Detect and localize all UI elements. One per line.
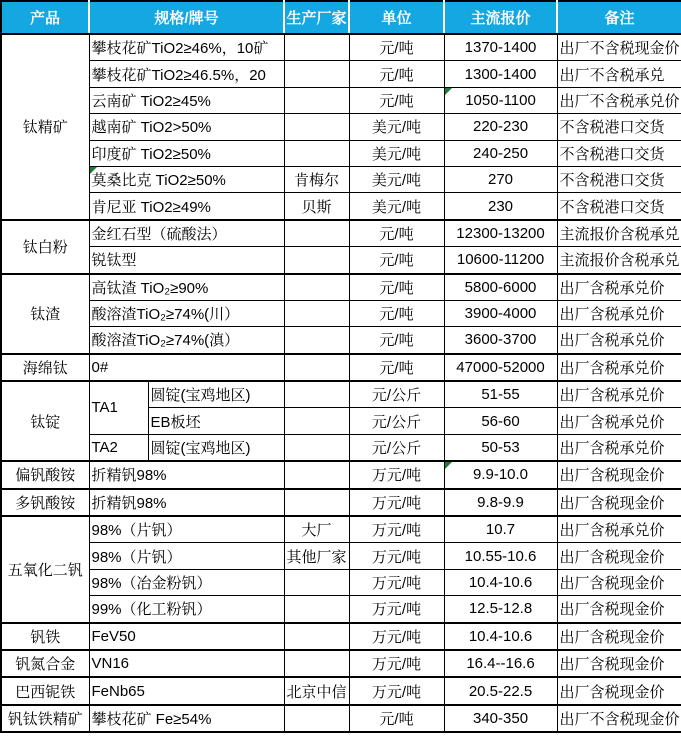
cell-product: 偏钒酸铵 <box>1 461 89 488</box>
cell-maker <box>284 140 349 166</box>
cell-price: 50-53 <box>444 434 557 461</box>
cell-maker <box>284 408 349 434</box>
table-row <box>1 381 681 408</box>
header-note: 备注 <box>557 1 681 34</box>
cell-note: 不含税港口交货 <box>557 114 681 140</box>
cell-unit: 美元/吨 <box>349 193 444 220</box>
cell-maker <box>284 87 349 113</box>
table-row <box>1 87 681 113</box>
cell-spec: 云南矿 TiO2≥45% <box>89 87 284 113</box>
cell-price: 1300-1400 <box>444 61 557 87</box>
table-row <box>1 489 681 516</box>
cell-product: 五氧化二钒 <box>1 516 89 623</box>
cell-spec: 攀枝花矿TiO2≥46.5%，20 <box>89 61 284 87</box>
cell-price: 56-60 <box>444 408 557 434</box>
table-row <box>1 516 681 543</box>
cell-price: 47000-52000 <box>444 354 557 381</box>
cell-note: 出厂含税现金价 <box>557 461 681 488</box>
cell-spec: 98%（冶金粉钒） <box>89 569 284 595</box>
header-maker: 生产厂家 <box>284 1 349 34</box>
table-row <box>1 300 681 326</box>
cell-spec: 98%（片钒） <box>89 543 284 569</box>
cell-unit: 元/吨 <box>349 354 444 381</box>
cell-note: 出厂不含税现金价 <box>557 34 681 61</box>
cell-maker <box>284 569 349 595</box>
cell-unit: 元/公斤 <box>349 381 444 408</box>
cell-note: 出厂含税现金价 <box>557 623 681 650</box>
cell-maker: 贝斯 <box>284 193 349 220</box>
cell-unit: 元/吨 <box>349 274 444 301</box>
cell-unit: 元/公斤 <box>349 434 444 461</box>
table-row <box>1 140 681 166</box>
cell-maker <box>284 220 349 247</box>
cell-maker <box>284 434 349 461</box>
cell-maker <box>284 381 349 408</box>
cell-price: 5800-6000 <box>444 274 557 301</box>
table-row <box>1 461 681 488</box>
cell-spec-text: 莫桑比克 TiO2≥50% <box>91 172 226 190</box>
cell-price: 12300-13200 <box>444 220 557 247</box>
cell-product: 钒铁 <box>1 623 89 650</box>
cell-spec: 折精钒98% <box>89 461 284 488</box>
cell-spec: 98%（片钒） <box>89 516 284 543</box>
cell-note: 出厂不含税承兑价 <box>557 87 681 113</box>
cell-spec: 锐钛型 <box>89 247 284 274</box>
table-row <box>1 247 681 274</box>
cell-unit: 元/吨 <box>349 34 444 61</box>
cell-note: 出厂含税现金价 <box>557 569 681 595</box>
cell-note: 主流报价含税承兑 <box>557 220 681 247</box>
cell-spec: 99%（化工粉钒） <box>89 596 284 623</box>
cell-note: 不含税港口交货 <box>557 140 681 166</box>
cell-note: 出厂含税现金价 <box>557 650 681 677</box>
table-row <box>1 705 681 732</box>
cell-price-text: 1050-1100 <box>465 91 536 109</box>
cell-maker: 其他厂家 <box>284 543 349 569</box>
header-spec: 规格/牌号 <box>89 1 284 34</box>
cell-product: 钛渣 <box>1 274 89 354</box>
table-row <box>1 434 681 461</box>
excel-flag-icon <box>90 167 97 174</box>
cell-unit: 美元/吨 <box>349 114 444 140</box>
cell-maker: 北京中信 <box>284 677 349 704</box>
cell-product: 钛锭 <box>1 381 89 461</box>
cell-unit: 元/公斤 <box>349 408 444 434</box>
cell-unit: 万元/吨 <box>349 461 444 488</box>
cell-product: 钒氮合金 <box>1 650 89 677</box>
cell-spec: 印度矿 TiO2≥50% <box>89 140 284 166</box>
table-row <box>1 596 681 623</box>
cell-unit: 元/吨 <box>349 220 444 247</box>
cell-note: 出厂含税承兑价 <box>557 516 681 543</box>
cell-maker: 大厂 <box>284 516 349 543</box>
cell-price: 12.5-12.8 <box>444 596 557 623</box>
table-row <box>1 569 681 595</box>
cell-spec: 酸溶渣TiO₂≥74%(滇） <box>89 327 284 354</box>
cell-spec: 肯尼亚 TiO2≥49% <box>89 193 284 220</box>
cell-unit: 万元/吨 <box>349 677 444 704</box>
cell-price: 270 <box>444 166 557 192</box>
cell-price: 3900-4000 <box>444 300 557 326</box>
cell-spec: 折精钒98% <box>89 489 284 516</box>
table-row <box>1 166 681 192</box>
cell-maker <box>284 114 349 140</box>
cell-maker <box>284 274 349 301</box>
cell-spec: 攀枝花矿TiO2≥46%，10矿 <box>89 34 284 61</box>
cell-price: 16.4--16.6 <box>444 650 557 677</box>
cell-note: 出厂不含税现金价 <box>557 705 681 732</box>
cell-note: 不含税港口交货 <box>557 166 681 192</box>
cell-unit: 元/吨 <box>349 300 444 326</box>
cell-note: 出厂含税承兑价 <box>557 408 681 434</box>
table-row <box>1 193 681 220</box>
cell-price: 51-55 <box>444 381 557 408</box>
cell-unit: 美元/吨 <box>349 166 444 192</box>
cell-spec: VN16 <box>89 650 284 677</box>
header-row <box>1 1 681 34</box>
header-product: 产品 <box>1 1 89 34</box>
cell-maker <box>284 354 349 381</box>
cell-unit: 元/吨 <box>349 247 444 274</box>
cell-maker <box>284 623 349 650</box>
cell-note: 出厂不含税承兑 <box>557 61 681 87</box>
cell-price: 10.4-10.6 <box>444 623 557 650</box>
cell-maker <box>284 596 349 623</box>
cell-maker: 肯梅尔 <box>284 166 349 192</box>
table-row <box>1 274 681 301</box>
cell-unit: 万元/吨 <box>349 596 444 623</box>
cell-subspec: 圆锭(宝鸡地区) <box>148 381 284 408</box>
cell-maker <box>284 489 349 516</box>
cell-note: 主流报价含税承兑 <box>557 247 681 274</box>
cell-maker <box>284 461 349 488</box>
excel-flag-icon <box>445 462 452 469</box>
cell-note: 不含税港口交货 <box>557 193 681 220</box>
table-row <box>1 114 681 140</box>
cell-unit: 万元/吨 <box>349 543 444 569</box>
cell-note: 出厂含税承兑价 <box>557 434 681 461</box>
cell-unit: 美元/吨 <box>349 140 444 166</box>
cell-spec: 高钛渣 TiO₂≥90% <box>89 274 284 301</box>
cell-product: 钛白粉 <box>1 220 89 274</box>
cell-price: 10.4-10.6 <box>444 569 557 595</box>
cell-price: 3600-3700 <box>444 327 557 354</box>
table-row <box>1 543 681 569</box>
cell-grade: TA1 <box>89 381 148 434</box>
cell-price: 10.7 <box>444 516 557 543</box>
cell-maker <box>284 300 349 326</box>
cell-price: 220-230 <box>444 114 557 140</box>
cell-maker <box>284 34 349 61</box>
cell-subspec: 圆锭(宝鸡地区) <box>148 434 284 461</box>
cell-maker <box>284 61 349 87</box>
cell-maker <box>284 705 349 732</box>
cell-note: 出厂含税承兑价 <box>557 274 681 301</box>
cell-unit: 元/吨 <box>349 705 444 732</box>
cell-note: 出厂含税承兑价 <box>557 327 681 354</box>
cell-maker <box>284 247 349 274</box>
cell-maker <box>284 650 349 677</box>
cell-price-text: 9.9-10.0 <box>472 466 529 484</box>
cell-unit: 元/吨 <box>349 327 444 354</box>
cell-note: 出厂含税现金价 <box>557 543 681 569</box>
table-row <box>1 34 681 61</box>
cell-price: 340-350 <box>444 705 557 732</box>
cell-spec: 越南矿 TiO2>50% <box>89 114 284 140</box>
cell-price: 20.5-22.5 <box>444 677 557 704</box>
table-row <box>1 61 681 87</box>
cell-unit: 万元/吨 <box>349 569 444 595</box>
cell-grade: TA2 <box>89 434 148 461</box>
table-row <box>1 354 681 381</box>
cell-price: 9.8-9.9 <box>444 489 557 516</box>
cell-subspec: EB板坯 <box>148 408 284 434</box>
cell-product: 海绵钛 <box>1 354 89 381</box>
table-row <box>1 623 681 650</box>
cell-spec: 攀枝花矿 Fe≥54% <box>89 705 284 732</box>
cell-note: 出厂含税现金价 <box>557 596 681 623</box>
header-unit: 单位 <box>349 1 444 34</box>
table-row <box>1 220 681 247</box>
excel-flag-icon <box>445 88 452 95</box>
cell-spec: FeV50 <box>89 623 284 650</box>
cell-spec: FeNb65 <box>89 677 284 704</box>
cell-price: 10600-11200 <box>444 247 557 274</box>
cell-price <box>444 461 557 488</box>
cell-unit: 万元/吨 <box>349 650 444 677</box>
cell-price: 10.55-10.6 <box>444 543 557 569</box>
cell-maker <box>284 327 349 354</box>
cell-product: 多钒酸铵 <box>1 489 89 516</box>
header-price: 主流报价 <box>444 1 557 34</box>
cell-product: 钛精矿 <box>1 34 89 220</box>
cell-note: 出厂含税承兑价 <box>557 354 681 381</box>
table-row <box>1 650 681 677</box>
cell-price: 230 <box>444 193 557 220</box>
cell-price: 1370-1400 <box>444 34 557 61</box>
cell-unit: 万元/吨 <box>349 623 444 650</box>
cell-spec <box>89 166 284 192</box>
cell-product: 钒钛铁精矿 <box>1 705 89 732</box>
table-row <box>1 677 681 704</box>
cell-unit: 万元/吨 <box>349 516 444 543</box>
cell-note: 出厂含税现金价 <box>557 489 681 516</box>
cell-spec: 酸溶渣TiO₂≥74%(川） <box>89 300 284 326</box>
cell-note: 出厂含税承兑价 <box>557 300 681 326</box>
cell-price <box>444 87 557 113</box>
cell-product: 巴西铌铁 <box>1 677 89 704</box>
cell-spec: 金红石型（硫酸法） <box>89 220 284 247</box>
cell-price: 240-250 <box>444 140 557 166</box>
cell-unit: 元/吨 <box>349 61 444 87</box>
cell-unit: 元/吨 <box>349 87 444 113</box>
cell-note: 出厂含税现金价 <box>557 677 681 704</box>
cell-note: 出厂含税承兑价 <box>557 381 681 408</box>
cell-spec: 0# <box>89 354 284 381</box>
cell-unit: 万元/吨 <box>349 489 444 516</box>
table-row <box>1 327 681 354</box>
